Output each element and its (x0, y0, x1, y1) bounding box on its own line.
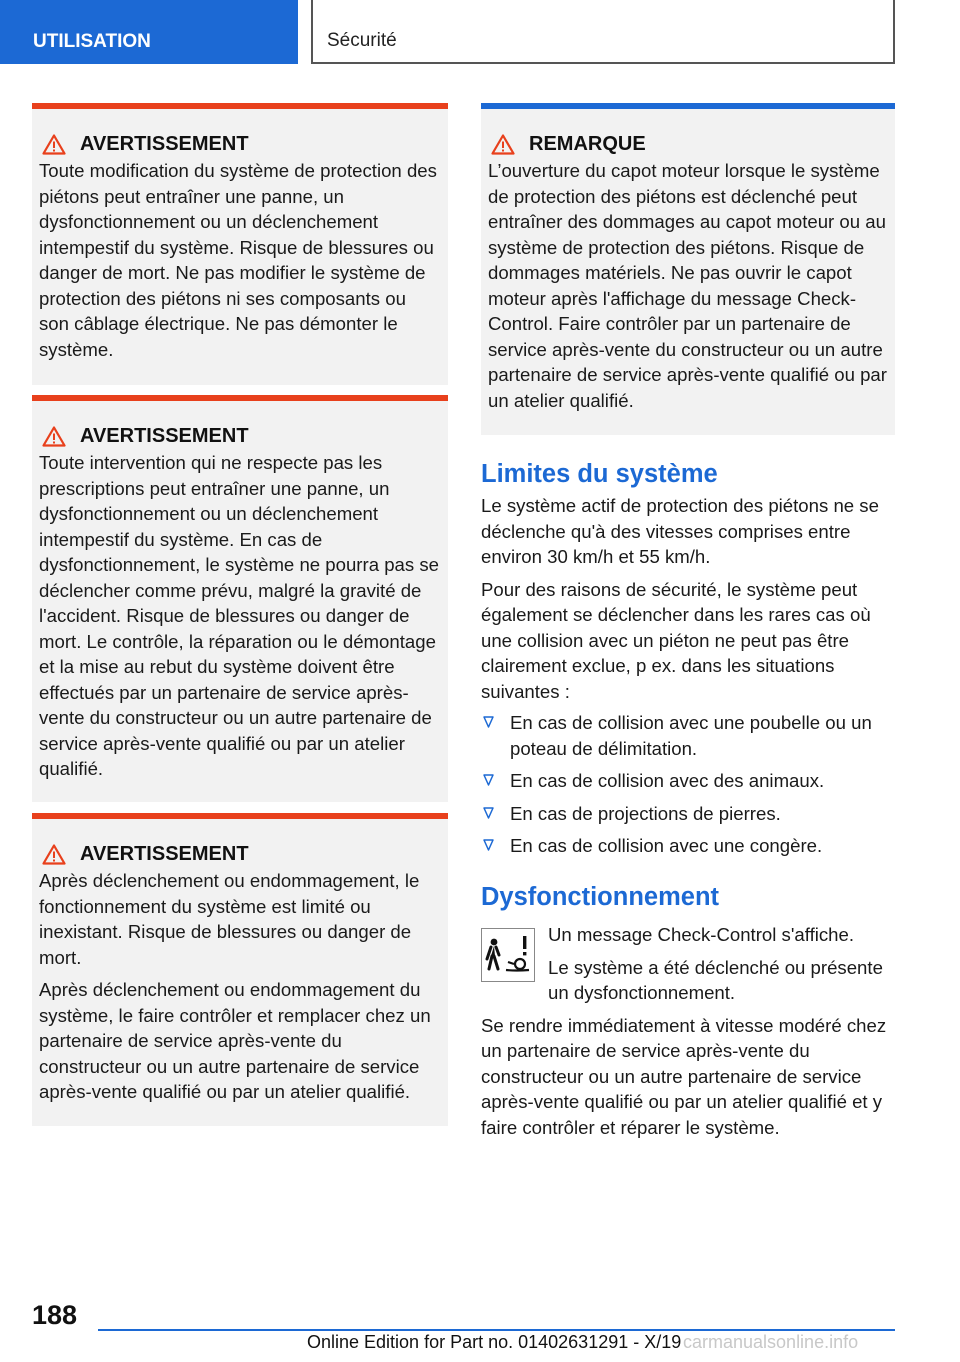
page-number: 188 (32, 1300, 78, 1330)
warning-title-text: AVERTISSEMENT (80, 425, 249, 447)
note-title-text: REMARQUE (529, 133, 646, 155)
warning-triangle-icon (491, 134, 515, 155)
warning-title (42, 425, 440, 448)
triangle-bullet-icon (483, 839, 494, 851)
warning-triangle-icon (42, 426, 66, 447)
warning-title-text: AVERTISSEMENT (80, 133, 249, 155)
note-text: L’ouverture du capot moteur lorsque le système de protection des piétons est déclenché peut entraîner des dommages au capot moteur ou au système de protection des piétons. Risque de dommages matériels. Ne pas ouvrir le capot moteur après l'affichage du message Check-Control. Faire contrôler par un partenaire de service après-vente du constructeur ou un autre partenaire de service après-vente qualifié ou par un atelier qualifié. (488, 160, 887, 411)
warning-text: Toute intervention qui ne respecte pas les prescriptions peut entraîner une panne, un dysfonctionnement ou un déclenchement intempestif du système. En cas de dysfonctionnement, le système ne pourra pas se déclencher comme prévu, malgré la gravité de l'accident. Risque de blessures ou danger de mort. Le contrôle, la réparation ou le démontage et la mise au rebut du système doivent être effectués par un partenaire de service après-vente du constructeur ou un autre partenaire de service après-vente qualifié ou par un atelier qualifié. (39, 452, 439, 779)
edition-text: Online Edition for Part no. 01402631291 - X/19 (307, 1332, 682, 1352)
warning-title (42, 133, 440, 156)
malfunction-section (481, 883, 895, 1140)
check-control-line-1: Un message Check-Control s'affiche. (548, 924, 855, 945)
pedestrian-warning-icon (481, 928, 535, 982)
note-box (481, 103, 895, 435)
list-item: En cas de collision avec des animaux. (481, 768, 895, 794)
warning-triangle-icon (42, 134, 66, 155)
warning-text-2: Après déclenchement ou endommagement du système, le faire contrôler et remplacer chez un partenaire de service après-vente du constructeur ou un autre partenaire de service après-vente qualifié ou par un atelier qualifié. (39, 979, 431, 1102)
warning-title (42, 843, 440, 866)
check-control-text (548, 922, 895, 1006)
warning-box-1 (32, 103, 448, 385)
limits-heading: Limites du système (481, 460, 718, 488)
footer-rule (98, 1329, 895, 1331)
watermark: carmanualsonline.info (683, 1332, 859, 1352)
triangle-bullet-icon (483, 774, 494, 786)
section-title: Sécurité (311, 0, 895, 64)
warning-box-3 (32, 813, 448, 1126)
triangle-bullet-icon (483, 807, 494, 819)
warning-title-text: AVERTISSEMENT (80, 843, 249, 865)
warning-text: Toute modification du système de protection des piétons peut entraîner une panne, un dysfonctionnement ou un déclenchement intempestif du système. Risque de blessures ou danger de mort. Ne pas modifier le système de protection des piétons ni ses composants ou son câblage électrique. Ne pas démonter le système. (39, 160, 437, 360)
triangle-bullet-icon (483, 716, 494, 728)
limits-section (481, 460, 895, 866)
limits-para-1: Le système actif de protection des piétons ne se déclenche qu'à des vitesses comprises entre environ 30 km/h et 55 km/h. (481, 495, 879, 567)
list-item: En cas de collision avec une poubelle ou un poteau de délimitation. (481, 710, 895, 761)
note-title (491, 133, 887, 156)
malfunction-heading: Dysfonctionnement (481, 883, 720, 911)
warning-box-2 (32, 395, 448, 802)
malfunction-para: Se rendre immédiatement à vitesse modéré chez un partenaire de service après-vente du constructeur ou un autre partenaire de service après-vente qualifié ou par un atelier qualifié et y faire contrôler et réparer le système. (481, 1014, 887, 1138)
list-item: En cas de collision avec une congère. (481, 833, 895, 859)
limits-bullet-list (481, 710, 895, 859)
check-control-line-2: Le système a été déclenché ou présente un dysfonctionnement. (548, 956, 883, 1003)
warning-text-1: Après déclenchement ou endommagement, le fonctionnement du système est limité ou inexistant. Risque de blessures ou danger de mort. (39, 870, 420, 968)
chapter-tab: UTILISATION (0, 0, 298, 64)
check-control-row (481, 922, 895, 1006)
warning-triangle-icon (42, 844, 66, 865)
list-item: En cas de projections de pierres. (481, 801, 895, 827)
limits-para-2: Pour des raisons de sécurité, le système peut également se déclencher dans les rares cas où une collision avec un piéton ne peut pas être clairement exclue, p ex. dans les situations suivantes : (481, 578, 871, 702)
